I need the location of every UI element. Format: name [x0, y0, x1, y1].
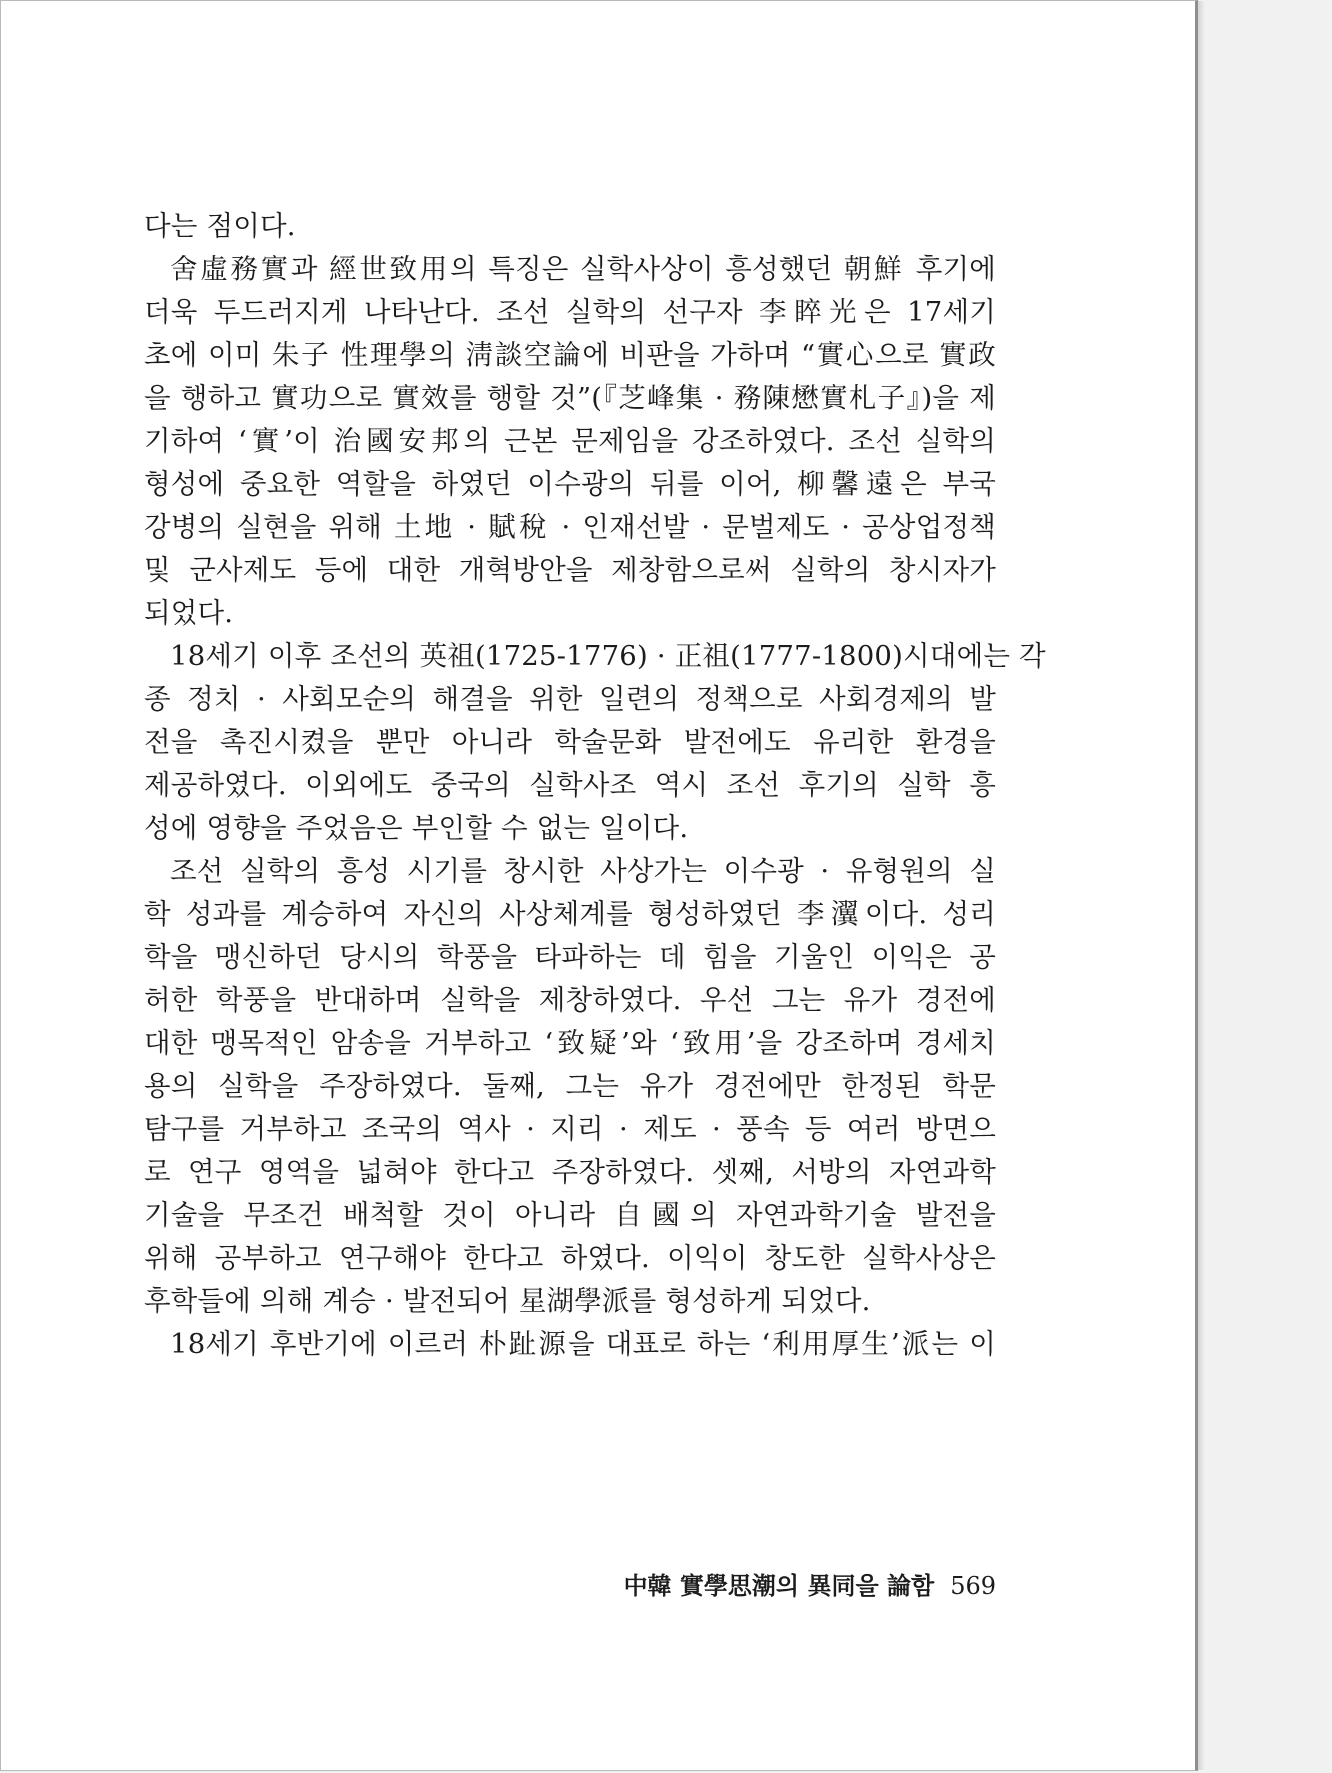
text-line: 허한 학풍을 반대하며 실학을 제창하였다. 우선 그는 유가 경전에 — [144, 984, 996, 1016]
text-line: 종 정치 · 사회모순의 해결을 위한 일련의 정책으로 사회경제의 발 — [144, 683, 996, 715]
text-line: 용의 실학을 주장하였다. 둘째, 그는 유가 경전에만 한정된 학문 — [144, 1070, 996, 1102]
text-line: 학을 맹신하던 당시의 학풍을 타파하는 데 힘을 기울인 이익은 공 — [144, 941, 996, 973]
text-line: 전을 촉진시켰을 뿐만 아니라 학술문화 발전에도 유리한 환경을 — [144, 726, 996, 758]
page-footer — [561, 1566, 996, 1606]
text-line: 탐구를 거부하고 조국의 역사 · 지리 · 제도 · 풍속 등 여러 방면으 — [144, 1113, 996, 1145]
text-line: 조선 실학의 흥성 시기를 창시한 사상가는 이수광 · 유형원의 실 — [170, 855, 996, 887]
text-line: 기하여 ‘實’이 治國安邦의 근본 문제임을 강조하였다. 조선 실학의 — [144, 425, 996, 457]
text-line: 학 성과를 계승하여 자신의 사상체계를 형성하였던 李瀷이다. 성리 — [144, 898, 996, 930]
text-line: 18세기 후반기에 이르러 朴趾源을 대표로 하는 ‘利用厚生’派는 이 — [170, 1328, 996, 1360]
text-line: 대한 맹목적인 암송을 거부하고 ‘致疑’와 ‘致用’을 강조하며 경세치 — [144, 1027, 996, 1059]
text-line: 및 군사제도 등에 대한 개혁방안을 제창함으로써 실학의 창시자가 — [144, 554, 996, 586]
text-line: 초에 이미 朱子 性理學의 淸談空論에 비판을 가하며 “實心으로 實政 — [144, 339, 996, 371]
text-line: 다는 점이다. — [144, 210, 296, 242]
text-line: 로 연구 영역을 넓혀야 한다고 주장하였다. 셋째, 서방의 자연과학 — [144, 1156, 996, 1188]
text-line: 형성에 중요한 역할을 하였던 이수광의 뒤를 이어, 柳馨遠은 부국 — [144, 468, 996, 500]
text-line: 을 행하고 實功으로 實效를 행할 것”(『芝峰集 · 務陳懋實札子』)을 제 — [144, 382, 996, 414]
text-line: 더욱 두드러지게 나타난다. 조선 실학의 선구자 李睟光은 17세기 — [144, 296, 996, 328]
text-line: 기술을 무조건 배척할 것이 아니라 自國의 자연과학기술 발전을 — [144, 1199, 996, 1231]
text-line: 성에 영향을 주었음은 부인할 수 없는 일이다. — [144, 812, 689, 844]
text-line: 제공하였다. 이외에도 중국의 실학사조 역시 조선 후기의 실학 흥 — [144, 769, 996, 801]
text-line: 후학들에 의해 계승 · 발전되어 星湖學派를 형성하게 되었다. — [144, 1285, 871, 1317]
text-line: 강병의 실현을 위해 土地 · 賦稅 · 인재선발 · 문벌제도 · 공상업정책 — [144, 511, 996, 543]
page-number: 569 — [950, 1572, 996, 1600]
text-line: 위해 공부하고 연구해야 한다고 하였다. 이익이 창도한 실학사상은 — [144, 1242, 996, 1274]
text-line: 되었다. — [144, 597, 234, 629]
text-line: 舍虛務實과 經世致用의 특징은 실학사상이 흥성했던 朝鮮 후기에 — [170, 253, 996, 285]
running-title: 中韓 實學思潮의 異同을 論함 — [623, 1571, 935, 1600]
text-line: 18세기 이후 조선의 英祖(1725-1776) · 正祖(1777-1800)시대에는 각 — [170, 640, 1046, 672]
